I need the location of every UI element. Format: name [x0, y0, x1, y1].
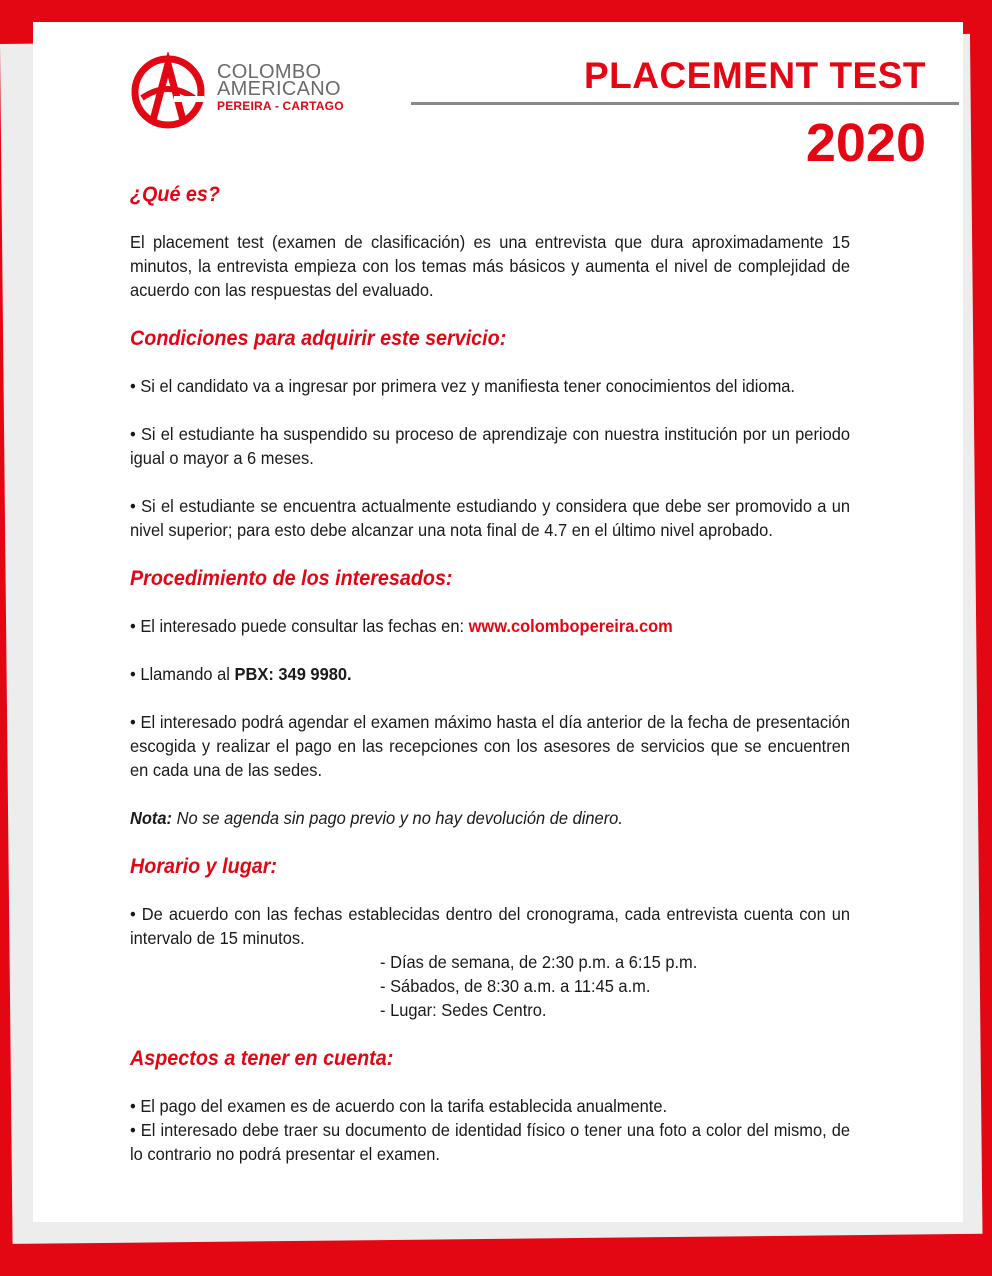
paragraph-que-es: El placement test (examen de clasificación) es una entrevista que dura aproximadamente 15 minutos, la entrevista empieza con los temas más básicos y aumenta el nivel de complejidad de acuerdo con las respuestas del evaluado. [130, 232, 851, 300]
heading-que-es: ¿Qué es? [130, 183, 220, 206]
procedure-call-item [130, 662, 850, 686]
schedule-location: - Lugar: Sedes Centro. [380, 1000, 547, 1020]
procedure-consult-item [130, 614, 850, 638]
document-body [130, 182, 850, 1190]
procedure-note [130, 806, 850, 830]
procedure-call-text: • Llamando al [130, 664, 235, 684]
condition-item-1: • Si el candidato va a ingresar por primera vez y manifiesta tener conocimientos del idioma. [130, 376, 796, 396]
heading-condiciones: Condiciones para adquirir este servicio: [130, 327, 507, 350]
condition-item-2: • Si el estudiante ha suspendido su proceso de aprendizaje con nuestra institución por un periodo igual o mayor a 6 meses. [130, 424, 851, 468]
logo-emblem-icon [130, 52, 210, 132]
schedule-weekdays: - Días de semana, de 2:30 p.m. a 6:15 p.m. [380, 952, 698, 972]
schedule-list [130, 950, 850, 1022]
aspect-item-1: • El pago del examen es de acuerdo con la tarifa establecida anualmente. [130, 1096, 668, 1116]
note-text: No se agenda sin pago previo y no hay devolución de dinero. [172, 808, 623, 828]
website-link[interactable]: www.colombopereira.com [468, 616, 673, 636]
title-divider [411, 102, 959, 105]
pbx-number: PBX: 349 9980. [234, 664, 352, 684]
logo-wordmark [217, 61, 344, 113]
procedure-schedule-item: • El interesado podrá agendar el examen máximo hasta el día anterior de la fecha de presentación escogida y realizar el pago en las recepciones con los asesores de servicios que se encuentren en cada una de las sedes. [130, 712, 851, 780]
schedule-saturdays: - Sábados, de 8:30 a.m. a 11:45 a.m. [380, 976, 651, 996]
heading-procedimiento: Procedimiento de los interesados: [130, 567, 453, 590]
colombo-americano-logo [130, 52, 390, 132]
logo-line-americano: AMERICANO [217, 78, 341, 100]
document-page [33, 22, 963, 1222]
horario-paragraph: • De acuerdo con las fechas establecidas dentro del cronograma, cada entrevista cuenta con un intervalo de 15 minutos. [130, 904, 851, 948]
heading-aspectos: Aspectos a tener en cuenta: [130, 1047, 394, 1070]
page-year: 2020 [805, 113, 926, 173]
procedure-consult-text: • El interesado puede consultar las fechas en: [130, 616, 469, 636]
condition-item-3: • Si el estudiante se encuentra actualmente estudiando y considera que debe ser promovido a un nivel superior; para esto debe alcanzar una nota final de 4.7 en el último nivel aprobado. [130, 496, 851, 540]
logo-line-colombo: COLOMBO [217, 61, 322, 83]
note-label: Nota: [130, 808, 173, 828]
logo-line-city: PEREIRA - CARTAGO [217, 99, 344, 113]
page-title: PLACEMENT TEST [583, 55, 926, 96]
aspect-item-2: • El interesado debe traer su documento de identidad físico o tener una foto a color del mismo, de lo contrario no podrá presentar el examen. [130, 1120, 851, 1164]
heading-horario: Horario y lugar: [130, 855, 277, 878]
